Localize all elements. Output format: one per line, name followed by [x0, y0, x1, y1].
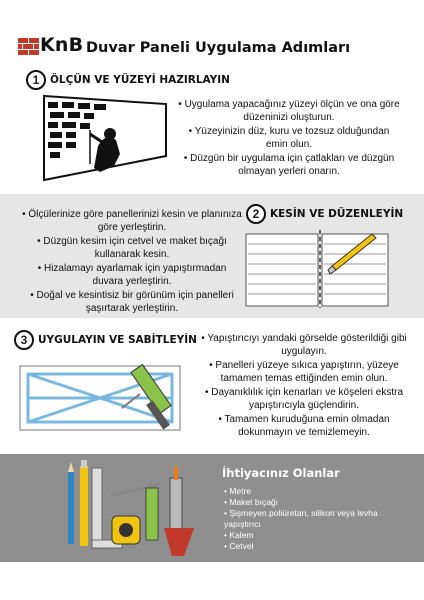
- list-item: • Düzgün kesim için cetvel ve maket bıçağı kullanarak kesin.: [37, 236, 227, 260]
- list-item: • Tamamen kuruduğuna emin olmadan dokunmayın ve temizlemeyin.: [218, 414, 390, 438]
- step-2-bullets: [22, 208, 242, 316]
- list-item: • Metre: [224, 486, 404, 497]
- step-3-section: [0, 318, 424, 454]
- tools-illustration: [60, 458, 196, 558]
- step-1-header: [26, 70, 230, 90]
- glue-apply-illustration: [18, 356, 198, 440]
- measure-wall-illustration: [40, 94, 170, 186]
- list-item: • Hizalamayı ayarlamak için yapıştırmadan duvara yerleştirin.: [37, 263, 227, 287]
- list-item: • Yüzeyinizin düz, kuru ve tozsuz olduğundan emin olun.: [188, 126, 390, 150]
- brick-logo-icon: [18, 38, 40, 56]
- step-1-bullets: [178, 98, 400, 179]
- page-header: [0, 0, 424, 62]
- step-3-title: UYGULAYIN VE SABİTLEYİN: [38, 334, 197, 346]
- list-item: • Kalem: [224, 530, 404, 541]
- step-2-title: KESİN VE DÜZENLEYİN: [270, 208, 404, 220]
- step-2-header: [246, 204, 403, 224]
- list-item: • Düzgün bir uygulama için çatlakları ve düzgün olmayan yerleri onarın.: [183, 153, 395, 177]
- step-2-section: [0, 194, 424, 318]
- list-item: • Maket bıçağı: [224, 497, 404, 508]
- list-item: • Yapıştırıcıyı yandaki görselde gösterildiği gibi uygulayın.: [201, 333, 407, 357]
- step-1-section: [0, 62, 424, 194]
- list-item: • Uygulama yapacağınız yüzeyi ölçün ve ona göre düzeninizi oluşturun.: [178, 99, 400, 123]
- list-item: • Ölçülerinize göre panellerinizi kesin ve planınıza göre yerleştirin.: [22, 209, 242, 233]
- requirements-title: İhtiyacınız Olanlar: [222, 466, 340, 480]
- tape-measure-icon: [112, 516, 140, 544]
- list-item: • Doğal ve kesintisiz bir görünüm için panelleri şaşırtarak yerleştirin.: [30, 290, 234, 314]
- list-item: • Şişmeyen poliüretan, silikon veya levha yapıştırıcı: [224, 508, 404, 530]
- list-item: • Panelleri yüzeye sıkıca yapıştırın, yüzeye tamamen temas ettiğinden emin olun.: [209, 360, 399, 384]
- pencil-icon: [68, 462, 74, 544]
- list-item: • Dayanıklılık için kenarları ve köşeleri ekstra yapıştırıcıyla güçlendirin.: [204, 387, 404, 411]
- list-item: • Cetvel: [224, 541, 404, 552]
- step-1-number: 1: [26, 70, 46, 90]
- step-2-number: 2: [246, 204, 266, 224]
- step-3-header: [14, 330, 197, 350]
- utility-knife-icon: [80, 460, 88, 546]
- step-3-bullets: [198, 332, 410, 440]
- requirements-section: [0, 454, 424, 562]
- brand-name: KnB: [40, 34, 84, 56]
- panel-cut-illustration: [244, 228, 392, 310]
- step-3-number: 3: [14, 330, 34, 350]
- requirements-list: [224, 486, 404, 552]
- page-title: Duvar Paneli Uygulama Adımları: [86, 40, 351, 56]
- step-1-title: ÖLÇÜN VE YÜZEYİ HAZIRLAYIN: [50, 74, 230, 86]
